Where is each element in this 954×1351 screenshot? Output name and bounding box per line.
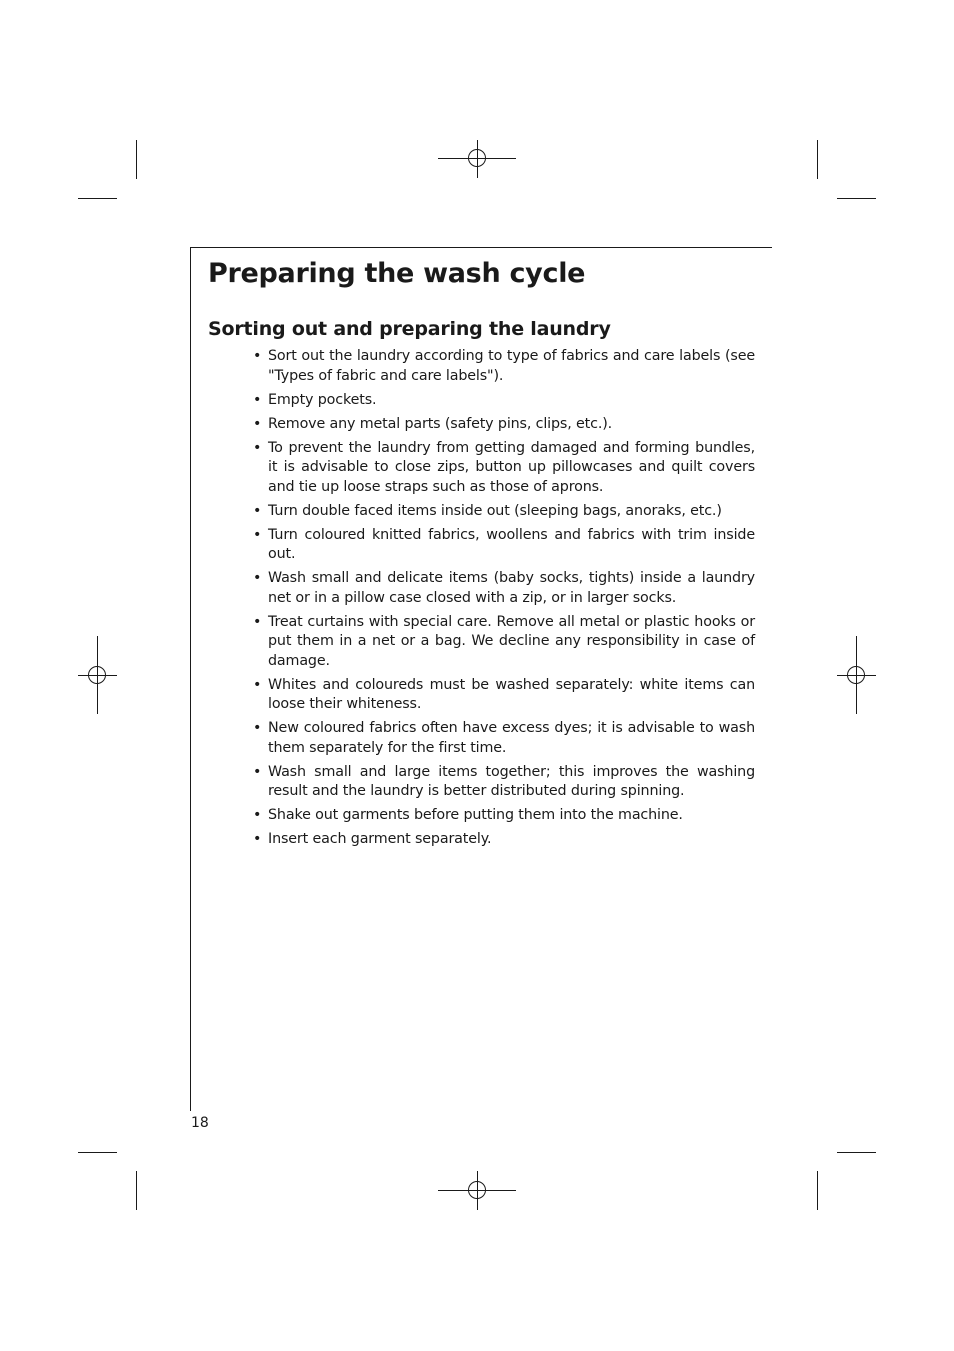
list-item — [253, 830, 755, 850]
list-item — [253, 502, 755, 522]
list-item-text: Whites and coloureds must be washed separately: white items can loose their whiteness. — [268, 676, 755, 712]
crop-mark — [78, 198, 117, 199]
crop-mark — [837, 1152, 876, 1153]
list-item — [253, 439, 755, 498]
list-item — [253, 763, 755, 802]
frame-rule-top — [190, 247, 772, 248]
bullet-icon: • — [253, 391, 262, 408]
bullet-icon: • — [253, 415, 262, 432]
bullet-icon: • — [253, 439, 262, 456]
list-item — [253, 347, 755, 386]
bullet-icon: • — [253, 348, 262, 364]
list-item — [253, 613, 755, 672]
bullet-icon: • — [253, 763, 262, 780]
page-number: 18 — [191, 1115, 209, 1131]
crop-mark — [136, 1171, 137, 1210]
crop-mark — [78, 1152, 117, 1153]
bullet-icon: • — [253, 807, 262, 823]
list-item-text: Sort out the laundry according to type of fabrics and care labels (see "Types of fabric and care labels"). — [268, 348, 755, 384]
list-item-text: To prevent the laundry from getting damaged and forming bundles, it is advisable to close zips, button up pillowcases and quilt covers and tie up loose straps such as those of aprons. — [268, 439, 755, 495]
list-item-text: Shake out garments before putting them into the machine. — [268, 807, 683, 823]
bullet-icon: • — [253, 720, 262, 736]
list-item-text: Remove any metal parts (safety pins, clips, etc.). — [268, 415, 613, 432]
bullet-icon: • — [253, 570, 262, 586]
crop-mark — [837, 198, 876, 199]
list-item-text: Empty pockets. — [268, 391, 377, 408]
list-item — [253, 391, 755, 411]
page-title: Preparing the wash cycle — [208, 258, 586, 289]
crop-mark — [136, 140, 137, 179]
list-item-text: Turn double faced items inside out (sleeping bags, anoraks, etc.) — [268, 502, 722, 519]
list-item — [253, 415, 755, 435]
bullet-icon: • — [253, 502, 262, 519]
section-title: Sorting out and preparing the laundry — [208, 318, 611, 340]
list-item-text: Insert each garment separately. — [268, 831, 492, 847]
list-item — [253, 806, 755, 826]
list-item — [253, 569, 755, 608]
list-item — [253, 526, 755, 565]
bullet-icon: • — [253, 613, 262, 630]
list-item — [253, 719, 755, 758]
bullet-icon: • — [253, 676, 262, 693]
list-item-text: Wash small and large items together; this improves the washing result and the laundry is better distributed during spinning. — [268, 763, 755, 799]
crop-mark — [817, 1171, 818, 1210]
list-item — [253, 676, 755, 715]
list-item-text: Turn coloured knitted fabrics, woollens and fabrics with trim inside out. — [268, 526, 755, 562]
bullet-icon: • — [253, 831, 262, 847]
bullet-icon: • — [253, 526, 262, 543]
list-item-text: Wash small and delicate items (baby socks, tights) inside a laundry net or in a pillow case closed with a zip, or in larger socks. — [268, 570, 755, 606]
frame-rule-left — [190, 247, 191, 1111]
bullet-list — [253, 347, 755, 854]
crop-mark — [817, 140, 818, 179]
list-item-text: New coloured fabrics often have excess dyes; it is advisable to wash them separately for the first time. — [268, 720, 755, 756]
list-item-text: Treat curtains with special care. Remove all metal or plastic hooks or put them in a net or a bag. We decline any responsibility in case of damage. — [268, 613, 755, 669]
